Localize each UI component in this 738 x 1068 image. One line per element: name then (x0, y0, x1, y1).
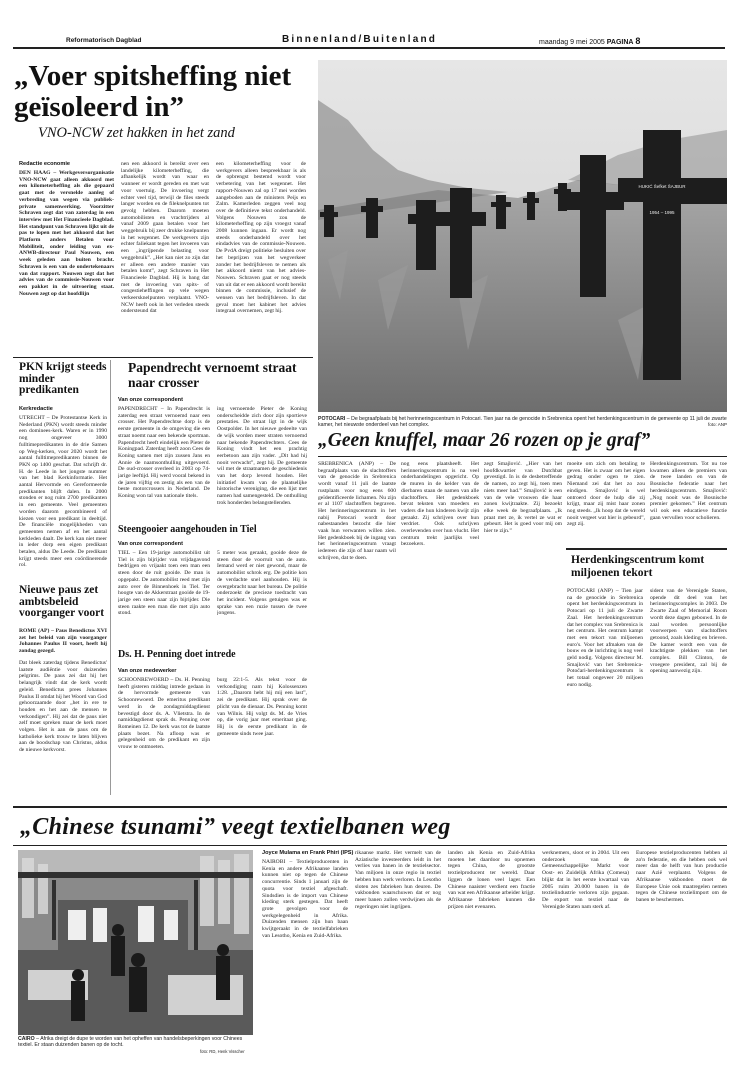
market-caption-text: – Afrika dreigt de dupe te worden van het opheffen van handelsbeperkingen voor Chinees textiel. Er staan duizenden banen op de tocht. (18, 1036, 243, 1049)
penning-col-2: burg 22:1-5. Als tekst voor de verkondiging nam hij Kolossenzen 1:28. „Daarom hebt hij mij een last”, zei de predikant. Hij sprak over de plicht van de dienaar. Ds. Penning komt van Wilnis. Hij volgt ds. M. de Vries op, die vorig jaar met emeritaat ging. Hij is de eerste predikant in de gemeente sinds twee jaar. (217, 677, 307, 737)
cemetery-caption-text: – De begraafplaats bij het herinneringscentrum in Potocari. Tien jaar na de genocide in Srebrenica opent het herdenkingscentrum in de gemeente op 11 juli de zwarte kamer, het nieuwste onderdeel van het complex. (318, 416, 727, 429)
steengooier-col-1: TIEL – Een 19-jarige automobilist uit Tiel is zijn bijrijder van vrijdagavond bedrijgen en vrijaakt toen een man een steen door de ruit gooide. De man is opgepakt. De automobilist reed met zijn auto over de Binnenhoek in Tiel. Ter hoogte van de Akkerstraat gooide de 19-jarige een steen naar zijn bijrijder. Die steen raakte een man die met zijn auto stond. (118, 550, 210, 617)
page-date (539, 36, 640, 46)
market-photo-graphic (18, 850, 253, 1035)
lead-bottom-rule (13, 357, 313, 358)
penning-headline: Ds. H. Penning doet intrede (118, 649, 236, 660)
pkn-body: UTRECHT – De Protestantse Kerk in Nederland (PKN) wordt steeds minder een dominees-kerk. Waren er in 1990 nog ongeveer 3000 fulltimepredikanten in de drie Samen op Weg-kerken, voor 2020 wordt het aantal fulltimepredikanten binnen de PKN op 1400 geschat. Dat schrijft dr. H. de Leede in het jongste nummer van het blad Kerkinformatie. Het aantal Hervormde en Gereformeerde predikanten blijft dalen. In 2000 stonden er nog ruim 2700 predikanten in een gemeente. Veel gemeenten worden daarom gecombineerd of kiezen voor een predikant in deeltijd. De financiële mogelijkheden van gemeenten nemen af en het aantal kerkleden daalt. De kerk kan niet meer in ieder dorp een eigen predikant betalen, aldus De Leede. De predikant krijgt steeds meer een coördinerende rol. (19, 415, 107, 569)
knuffel-col-1: SREBRENICA (ANP) – De begraafplaats van de slachtoffers van de genocide in Srebrenica wordt vanaf 11 juli de laatste rustplaats voor nog eens 600 geïdentificeerde lichamen. Nu zijn er al 1107 slachtoffers begraven. Het herinneringscentrum in het nabij Potocari wordt door nabestaanden bezocht die hier vaak hun verwanten willen zien. Het gedenkboek bij de ingang van het herinneringscentrum vraagt iedereen die zijn of haar naam wil schrijven, dat te doen. (318, 461, 396, 561)
lead-byline: Redactie economie (19, 161, 70, 167)
market-photo-credit: foto: RD, Henk Visscher (200, 1049, 245, 1054)
chinese-col-4: werknemers, sloot er in 2004. Uit een onderzoek van de Gemeenschappelijke Markt voor Oost- en Zuidelijk Afrika (Comesa) blijkt dat in het eerste kwartaal van 2005 ruim 20.000 banen in de textielindustrie verloren zijn gegaan. De export van textiel naar de Verenigde Staten nam sterk af. (542, 850, 629, 910)
knuffel-headline: „Geen knuffel, maar 26 rozen op je graf” (318, 430, 651, 451)
pkn-headline: PKN krijgt steeds minder predikanten (19, 361, 107, 396)
lead-col-1: DEN HAAG – Werkgeversorganisatie VNO-NCW gaat alleen akkoord met een kilometerheffing als die gepaard gaat met de versnelde aanleg of verbreding van wegen via publiek-private samenwerking. Voorzitter Schraven zegt dat van zaterdag in een interview met Het Financieele Dagblad. Het standpunt van Schraven lijkt uit de pas te lopen met het akkoord dat het Platform anders Betalen voor Mobiliteit, onder leiding van ex-ANWB-directeur Paul Nouwen, een week geleden aan buiten bracht. Schraven is een van de ondertekenaars van dat rapport. Nouwen zegt dat het advies van de commissie-Nouwen voor een pakket in de uitvoering staat. Nouwen zegt op dat hoofdlijn (19, 170, 114, 297)
lead-col-2: nen een akkoord is bereikt over een landelijke kilometerheffing, die afhankelijk wordt van waar en wanneer er wordt gereden en met wat voor voertuig. De invoering vergt echter veel tijd, terwijl de files steeds langer worden en de fileknelpunten tot gevolg hebben. Daarom moeten automobilisten en vrachtrijders al vanaf 2009 gaan betalen voor het weggebruik bij zeer drukke knelpunten in het wegennet. De werkgevers zijn echter faliekant tegen het invoeren van een „ingrijpende belasting voor weggebruik”. „Het kan niet zo zijn dat er alleen een andere manier van betalen komt”, zegt Schraven in Het Financieele Dagblad. Hij is bang dat met de invoering van spits- of congestieheffingen op vele wegen verkeersknelpunten verplaatst. VNO-NCW heeft ook in het verleden steeds ondersteund dat (121, 161, 209, 315)
market-photo (18, 850, 253, 1035)
chinese-col-5: Europese textielproducenten hebben al zo'n federatie, en die hebben ook wel meer dan de helft van hun productie naar Azië verplaatst. Volgens de Afrikaanse vakbonden moet de Europese Unie ook maatregelen nemen tegen de Chinese textielimport om de banen te beschermen. (636, 850, 727, 903)
lead-subhead: VNO-NCW zet hakken in het zand (38, 125, 235, 141)
chinese-col-3: landen als Kenia en Zuid-Afrika moeten het daardoor nu opnemen tegen China, de grootste textielproducent ter wereld. Daar liggen de lonen veel lager. Een Chinese naaister verdient een fractie van wat een Afrikaanse arbeider krijgt. Afrikaanse fabrieken kunnen die prijzen niet evenaren. (448, 850, 535, 910)
paus-lead: ROME (AP) – Paus Benedictus XVI zet het beleid van zijn voorganger Johannes Paulus II voort, heeft hij zondag gezegd. (19, 628, 107, 655)
penning-col-1: SCHOONREWOERD – Ds. H. Penning heeft gisteren middag intrede gedaan in de hervormde gemeente van Schoonrewoerd. De emeritus predikant werd in de zondagmiddagdienst bevestigd door ds. A. Vlietstra. In de namiddagdienst sprak ds. Penning over Romeinen 12. De kerk was tot de laatste plaats bezet. Na afloop was er gelegenheid om de predikant en zijn vrouw te ontmoeten. (118, 677, 210, 751)
herdenking-box (566, 548, 727, 796)
steengooier-col-2: 5 meter was geraakt, gooide deze de steen door de voorruit van de auto. Iemand werd er niet gewond, maar de automobilist schrok erg. De politie kon de verdachte snel aanhouden. Hij is overgebracht naar het bureau. De politie onderzoekt de precieze toedracht van het incident. Volgens getuigen was er sprake van een ruzie tussen de twee jongens. (217, 550, 307, 617)
cemetery-caption-place: POTOCARI (318, 416, 346, 422)
cross-label-name: HUKIĆ Šefket ŠAJBUR (638, 184, 686, 189)
knuffel-rule (318, 456, 727, 457)
chinese-sub-rule (13, 845, 727, 846)
lead-col-3: een kilometerheffing voor de werkgevers alleen bespreekbaar is als de opbrengst bestemd wordt voor verbetering van het wegennet. Het rapport-Nouwen zal op 17 mei worden aangeboden aan de ministers Peijs en Zalm. Kamerleden zeggen veel nog over de definitieve tekst onderhandeld. Volgens Nouwen zou de kilometerheffing op zijn vroegst vanaf 2008 kunnen ingaan. Er wordt nog steeds onderhandeld over het eindadvies van de commissie-Nouwen. De PvdA dreigt politieke besluiten over het beprijzen van het wegverkeer zonder het bedrijfsleven te nemen als het akkoord niemt van het advies-Nouwen. Schraven gaat er nog steeds van uit dat er een akkoord wordt bereikt binnen de commissie, inclusief de wensen van het bedrijfsleven. In dat geval moet het kabinet het advies integraal overnemen, zegt hij. (216, 161, 306, 315)
paus-body: Dat bleek zaterdag tijdens Benedictus' laatste audiëntie voor duizenden pelgrims. De paus zei dat hij het belangrijk vindt dat de kerk wordt geleid. Benedictus prees Johannes Paulus II omdat hij het Woord van God gehoorzaamde door „het in ere te houden en het aan de mensen te verkondigen”. Hij zei dat de paus niet zelf moet spreken maar de kerk moet volgen. Het is aan de paus om de katholieke kerk trouw te laten blijven aan de boodschap van Christus, aldus de nieuwe kerkvorst. (19, 660, 107, 754)
knuffel-col-3: zegt Smajlović. „Hier van het hoofdkwartier van Dutchbat gevestigd. In is de desbetreffende de namen, zo zegt hij, toen men niets meer had.” Smajlović is een van de vele vrouwen die haar zonen kwijtraakte. Zij bezoekt elke week de begraafplaats. „Ik praat met ze, ik vertel ze wat er gebeurt. Het is goed voor mij om hier te zijn.” (484, 461, 562, 535)
cross-label-years: 1954 – 1995 (649, 210, 675, 215)
date: maandag 9 mei 2005 (539, 39, 605, 46)
masthead: Reformatorisch Dagblad (66, 37, 142, 44)
steengooier-headline: Steengooier aangehouden in Tiel (118, 524, 257, 535)
papendrecht-col-2: ing vernoemde Pieter de Koning onderscheidde zich door zijn sportieve prestaties. De straat ligt in de wijk Oostpolder. In het nieuwe gedeelte van de wijk worden meer straten vernoemd naar bekende Papendrechters. Cees de Koning vindt het een prachtig eerbetoon aan zijn vader. „Dit had hij nooit verwacht”, zegt hij. De gemeente wil met de straatnamen de geschiedenis van het dorp levend houden. Het initiatief kwam van de plaatselijke historische vereniging, die een lijst met namen had samengesteld. De onthulling trok honderden belangstellenden. (217, 406, 307, 506)
chinese-top-rule (13, 806, 727, 808)
papendrecht-headline: Papendrecht vernoemt straat naar crosser (128, 360, 297, 390)
chinese-col-1: NAIROBI – Textielproducenten in Kenia en andere Afrikaanse landen kunnen niet op tegen de Chinese concurrentie. Sinds 1 januari zijn de quota voor textiel afgeschaft. Sindsdien is de import van Chinese kleding sterk gestegen. Dat heeft grote gevolgen voor de werkgelegenheid in Afrika. Duizenden mensen zijn hun baan kwijtgeraakt in de textielfabrieken van Lesotho, Kenia en Zuid-Afrika. (262, 859, 348, 939)
herdenking-headline: Herdenkingscentrum komt miljoenen tekort (571, 554, 705, 579)
page-label: PAGINA (606, 39, 634, 46)
knuffel-col-4: moeite om zich om betaling te geven. Het is zwaar om het eigen gedrag onder ogen te zien. Niemand zei dat het zo zou eindigen. Smajlović is wel ontroerd door de hulp die zij krijgt, maar zij mist haar zonen nog steeds. „Ik hoop dat de wereld nooit vergeet wat hier is gebeurd”, zegt zij. (567, 461, 645, 528)
knuffel-col-5: Herdenkingscentrum. Tot nu toe kwamen alleen de premiers van de twee landen en van de Bosnische federatie naar het herdenkingscentrum. Smajlović: „Nog nooit was de Bosnische premier gekomen.” Het centrum wil ook een educatieve functie gaan vervullen voor scholieren. (650, 461, 727, 521)
chinese-byline: Joyce Mulama en Frank Phiri (IPS) (262, 850, 354, 856)
knuffel-col-2: nog eens plaatsheeft. Het herinneringscentrum is na veel onderhandelingen opgericht. Op de muren in de kelder van de dierbaren staan de namen van alle slachtoffers. Het gedenkboek bevat teksten van moeders en vaders die hun kinderen kwijt zijn geraakt. Zij schrijven over hun verdriet. Ook schrijven overlevenden over hun vlucht. Het centrum trekt jaarlijks veel bezoekers. (401, 461, 479, 548)
market-caption (18, 1036, 253, 1048)
cemetery-photo-credit: foto: ANP (707, 422, 727, 428)
steengooier-byline: Van onze correspondent (118, 541, 183, 547)
chinese-col-2: rikaanse markt. Het vermelt van de Aziatische investeerders leidt in het verlies van banen in de textielsector. Van miljoen in onze regio in textiel hebben hun werk verloren. In Lesotho sloten zes fabrieken hun deuren. De vakbonden waarschuwen dat er nog meer banen zullen verdwijnen als de regeringen niet ingrijpen. (355, 850, 441, 910)
cemetery-photo-graphic (318, 60, 727, 412)
cemetery-caption (318, 416, 727, 428)
header-rule (13, 47, 725, 49)
left-column-divider (110, 360, 111, 795)
cemetery-photo (318, 60, 727, 412)
page-number: 8 (635, 36, 641, 46)
chinese-headline: „Chinese tsunami” veegt textielbanen weg (20, 814, 451, 840)
papendrecht-byline: Van onze correspondent (118, 397, 183, 403)
section-title: Binnenland/Buitenland (282, 34, 438, 45)
penning-byline: Van onze medewerker (118, 668, 177, 674)
papendrecht-col-1: PAPENDRECHT – In Papendrecht is zaterdag een straat vernoemd naar een crosser. Het Papendrechtse dorp is de eerste gemeente in de omgeving die een straat noemt naar een bekende sportman. Papendrecht heeft eindelijk een Pieter de Koningpad. Zaterdag heeft zoon Cees de Koning samen met zijn zussen Jans en Annie de naamsonthulling uitgevoerd. De oud-crosser overleed in 2003 op 74-jarige leeftijd. Hij werd vooral bekend in de jaren vijftig en zestig als een van de beste motorcrossers in Nederland. De Koning won tal van nationale titels. (118, 406, 210, 500)
lead-headline: „Voer spitsheffing niet geïsoleerd in” (14, 60, 292, 123)
pkn-byline: Kerkredactie (19, 406, 53, 412)
paus-headline: Nieuwe paus zet ambtsbeleid voorganger voort (19, 584, 105, 619)
herdenking-col-2: sident van de Verenigde Staten, opende dit deel van het herinneringscomplex in 2003. De Zwarte Zaal of Memorial Room wordt deze dagen gebouwd. In de zaal worden persoonlijke voorwerpen van slachtoffers getoond, zoals kleding en brieven. De kamer wordt een van de krachtigste plekken van het complex. Bill Clinton, de vroegere president, zal bij de opening aanwezig zijn. (650, 588, 727, 675)
market-caption-place: CAIRO (18, 1036, 35, 1042)
herdenking-col-1: POTOCARI (ANP) – Tien jaar na de genocide in Srebrenica opent het herdenkingscentrum in Potocari op 11 juli de Zwarte Zaal. Het herdenkingscentrum dat het complex van Srebrenica is het centrum. Het centrum kampt met een tekort van miljoenen euro's. Voor het afmaken van de bouw en de inrichting is nog veel geld nodig. Volgens directeur M. Smajlović van het Srebrenica-Potočari-herdenkingscentrum is het totaal ongeveer 20 miljoen euro nodig. (567, 588, 643, 688)
